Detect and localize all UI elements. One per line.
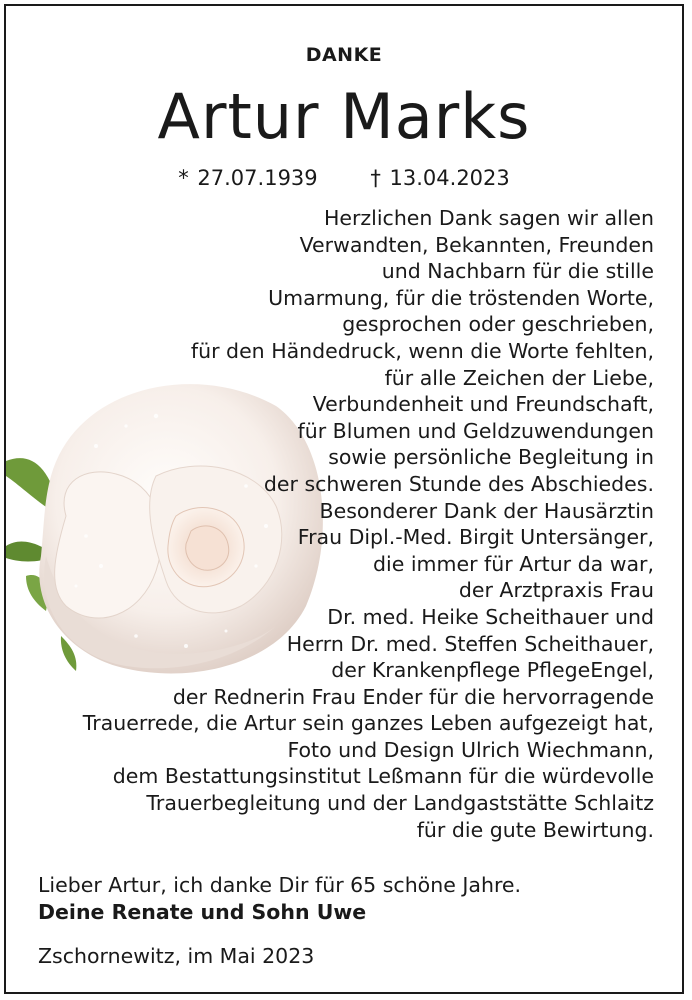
thanks-line: Herrn Dr. med. Steffen Scheithauer, <box>286 631 654 656</box>
signature: Deine Renate und Sohn Uwe <box>38 900 367 924</box>
thanks-line: Verbundenheit und Freundschaft, <box>312 392 654 417</box>
closing-line: Lieber Artur, ich danke Dir für 65 schöne Jahre. <box>38 873 522 897</box>
deceased-name: Artur Marks <box>157 80 531 153</box>
place-date: Zschornewitz, im Mai 2023 <box>38 944 315 968</box>
thanks-line: Umarmung, für die tröstenden Worte, <box>268 285 654 310</box>
thanks-line: für alle Zeichen der Liebe, <box>384 365 654 390</box>
thanks-line: sowie persönliche Begleitung in <box>328 445 654 470</box>
thanks-line: Foto und Design Ulrich Wiechmann, <box>287 737 654 762</box>
thanks-line: Trauerrede, die Artur sein ganzes Leben aufgezeigt hat, <box>82 711 654 736</box>
thanks-line: der Krankenpflege PflegeEngel, <box>331 658 654 683</box>
birth-date: * 27.07.1939 <box>178 166 318 190</box>
closing-block <box>38 872 521 926</box>
thanks-line: Frau Dipl.-Med. Birgit Untersänger, <box>297 525 654 550</box>
obituary-notice <box>4 4 684 994</box>
thanks-line: für die gute Bewirtung. <box>416 817 654 842</box>
thanks-line: die immer für Artur da war, <box>373 551 654 576</box>
thanks-line: Herzlichen Dank sagen wir allen <box>323 206 654 230</box>
life-dates <box>6 166 682 190</box>
thanks-line: der Arztpraxis Frau <box>458 578 654 603</box>
thanks-line: Trauerbegleitung und der Landgaststätte Schlaitz <box>146 791 654 816</box>
thanks-line: gesprochen oder geschrieben, <box>342 312 654 337</box>
thanks-line: Besonderer Dank der Hausärztin <box>319 498 654 523</box>
death-date: † 13.04.2023 <box>370 166 510 190</box>
thanks-line: für Blumen und Geldzuwendungen <box>297 418 654 443</box>
thanks-line: der schweren Stunde des Abschiedes. <box>263 471 654 496</box>
thanks-line: für den Händedruck, wenn die Worte fehlten, <box>190 338 654 363</box>
thanks-line: Dr. med. Heike Scheithauer und <box>327 604 654 629</box>
thanks-line: Verwandten, Bekannten, Freunden <box>299 232 654 257</box>
thanks-line: der Rednerin Frau Ender für die hervorragende <box>172 684 654 709</box>
thanks-line: und Nachbarn für die stille <box>381 259 654 284</box>
thanks-line: dem Bestattungsinstitut Leßmann für die würdevolle <box>112 764 654 789</box>
thanks-text <box>34 205 654 843</box>
notice-heading: DANKE <box>305 44 383 66</box>
